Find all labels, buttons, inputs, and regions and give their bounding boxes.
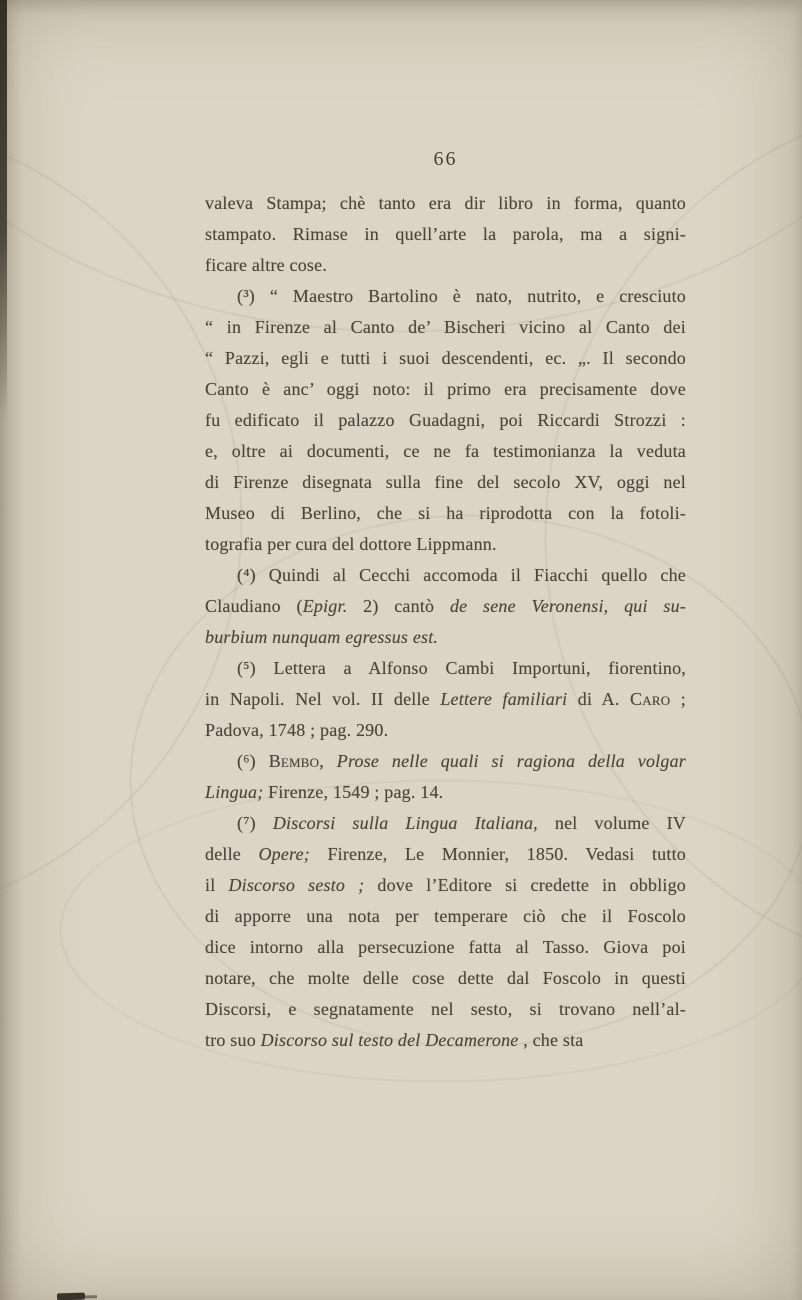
text-line	[205, 374, 686, 405]
text-line	[205, 281, 686, 312]
text-segment: Caro	[630, 689, 671, 709]
text-segment: Discorsi sulla Lingua Italiana,	[272, 813, 538, 833]
text-segment: de sene Veronensi, qui su-	[449, 596, 686, 616]
text-segment: Padova, 1748 ; pag. 290.	[205, 720, 389, 740]
page-number: 66	[433, 148, 458, 170]
text-segment: burbium nunquam egressus est.	[205, 627, 439, 647]
text-segment: di Firenze disegnata sulla fine del secolo XV, oggi nel	[205, 472, 686, 492]
text-segment: “ in Firenze al Canto de’ Bischeri vicino al Canto dei	[205, 317, 686, 337]
text-segment: Epigr.	[302, 596, 348, 616]
text-segment: Bembo	[268, 751, 320, 771]
text-segment: Lettere familiari	[440, 689, 568, 709]
paragraph	[205, 188, 686, 281]
text-segment: Prose nelle quali si ragiona della volgar	[336, 751, 686, 771]
paragraph	[205, 746, 686, 808]
text-line	[205, 405, 686, 436]
text-segment: tografia per cura del dottore Lippmann.	[205, 534, 497, 554]
text-line	[205, 250, 686, 281]
text-segment: dice intorno alla persecuzione fatta al Tasso. Giova poi	[205, 937, 686, 957]
text-segment: “ Pazzi, egli e tutti i suoi descendenti, ec. „. Il secondo	[205, 348, 686, 368]
text-line	[205, 994, 686, 1025]
text-segment: in Napoli. Nel vol. II delle	[205, 689, 441, 709]
text-segment: 2) cantò	[347, 596, 450, 616]
text-segment: nel volume IV	[537, 813, 686, 833]
text-segment: il	[205, 875, 229, 895]
text-line	[205, 467, 686, 498]
text-line	[205, 188, 686, 219]
text-segment: Firenze, 1549 ; pag. 14.	[263, 782, 444, 802]
paragraph	[205, 281, 686, 560]
text-line	[205, 529, 686, 560]
text-line	[205, 653, 686, 684]
text-line	[205, 436, 686, 467]
text-segment: Firenze, Le Monnier, 1850. Vedasi tutto	[309, 844, 686, 864]
text-segment: ;	[670, 689, 686, 709]
text-segment: , che sta	[518, 1030, 584, 1050]
text-line	[205, 343, 686, 374]
text-segment: fu edificato il palazzo Guadagni, poi Riccardi Strozzi :	[205, 410, 686, 430]
text-segment: Lingua;	[205, 782, 264, 802]
text-line	[205, 901, 686, 932]
text-segment: Discorso sul testo del Decamerone	[260, 1030, 519, 1050]
text-segment: ficare altre cose.	[205, 255, 328, 275]
text-line	[205, 622, 686, 653]
text-line	[205, 591, 686, 622]
text-line	[205, 839, 686, 870]
text-segment: valeva Stampa; chè tanto era dir libro in forma, quanto	[205, 193, 686, 213]
text-segment: delle	[205, 844, 259, 864]
text-line	[205, 498, 686, 529]
paragraph	[205, 808, 686, 1056]
text-segment: e, oltre ai documenti, ce ne fa testimonianza la veduta	[205, 441, 686, 461]
text-segment: Discorso sesto ;	[228, 875, 365, 895]
page-edge-dark	[0, 0, 7, 420]
text-segment: di apporre una nota per temperare ciò che il Foscolo	[205, 906, 686, 926]
text-line	[205, 777, 686, 808]
text-line	[205, 932, 686, 963]
scan-artifact	[57, 1293, 85, 1300]
text-line	[205, 808, 686, 839]
text-segment: di A.	[567, 689, 631, 709]
text-line	[205, 219, 686, 250]
text-segment: Canto è anc’ oggi noto: il primo era precisamente dove	[205, 379, 686, 399]
text-segment: (³) “ Maestro Bartolino è nato, nutrito, e cresciuto	[237, 286, 686, 306]
text-line	[205, 963, 686, 994]
text-segment: (⁴) Quindi al Cecchi accomoda il Fiacchi quello che	[237, 565, 686, 585]
text-segment: Museo di Berlino, che si ha riprodotta con la fotoli-	[205, 503, 686, 523]
text-segment: dove l’Editore si credette in obbligo	[364, 875, 686, 895]
paragraph	[205, 653, 686, 746]
text-line	[205, 715, 686, 746]
text-line	[205, 1025, 686, 1056]
text-segment: Claudiano (	[205, 596, 303, 616]
text-line	[205, 870, 686, 901]
text-segment: (⁷)	[237, 813, 273, 833]
text-segment: (⁵) Lettera a Alfonso Cambi Importuni, fiorentino,	[237, 658, 686, 678]
text-segment: tro suo	[205, 1030, 261, 1050]
text-line	[205, 560, 686, 591]
text-segment: stampato. Rimase in quell’arte la parola, ma a signi-	[205, 224, 686, 244]
text-line	[205, 746, 686, 777]
text-segment: (⁶)	[237, 751, 269, 771]
text-line	[205, 312, 686, 343]
text-line	[205, 684, 686, 715]
text-segment: ,	[319, 751, 337, 771]
text-block	[205, 188, 686, 1056]
text-segment: Opere;	[258, 844, 310, 864]
paragraph	[205, 560, 686, 653]
text-segment: notare, che molte delle cose dette dal Foscolo in questi	[205, 968, 686, 988]
text-segment: Discorsi, e segnatamente nel sesto, si trovano nell’al-	[205, 999, 686, 1019]
